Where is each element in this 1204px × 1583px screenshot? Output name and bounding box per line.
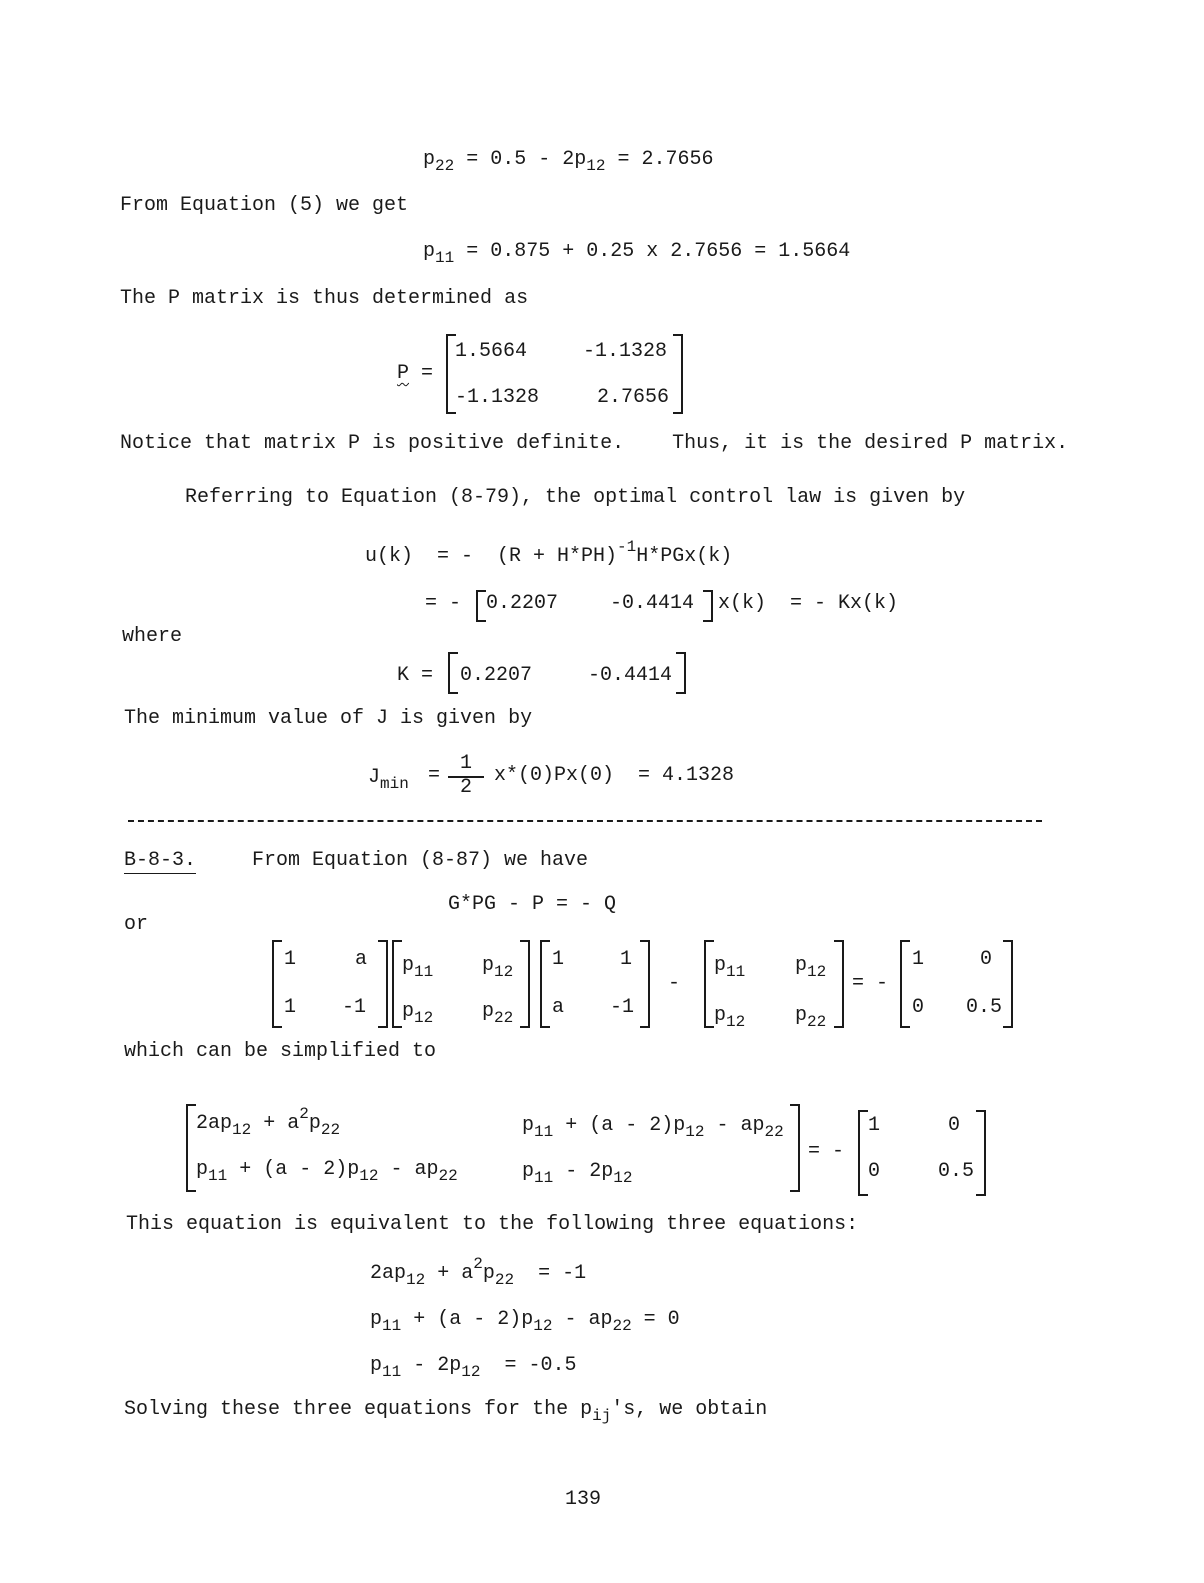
jmin-equals: = <box>428 764 441 787</box>
problem-intro: From Equation (8-87) we have <box>252 849 589 872</box>
where-label: where <box>122 625 183 648</box>
m5-cell-22: 0.5 <box>966 996 1003 1019</box>
m5-cell-11: 1 <box>912 948 925 971</box>
minus-sign: - <box>668 972 681 995</box>
jmin-lhs: $J_{min}$ <box>368 766 409 793</box>
m1-cell-11: 1 <box>284 948 297 971</box>
control-law-line-1: u(k) = - $(R + H*PH)^{-1}H*PGx(k)$ <box>365 538 733 568</box>
control-row-left-bracket <box>476 590 486 622</box>
p-matrix-lhs: P = <box>397 362 434 385</box>
k-right-bracket <box>676 652 686 694</box>
p-matrix-cell-22: 2.7656 <box>597 386 670 409</box>
page-number: 139 <box>565 1488 602 1511</box>
m6-left-bracket <box>858 1110 868 1196</box>
m6-cell-12: 0 <box>948 1114 961 1137</box>
m6-cell-22: 0.5 <box>938 1160 975 1183</box>
k-value-2: -0.4414 <box>588 664 673 687</box>
big-cell-12: $p_{11} + (a - 2)p_{12} - ap_{22}$ <box>522 1114 784 1141</box>
simplified-line: which can be simplified to <box>124 1040 437 1063</box>
p22-equation: $p_{22} = 0.5 - 2p_{12} = 2.7656$ <box>423 148 714 175</box>
m2-cell-12: $p_{12}$ <box>482 954 514 981</box>
m2-cell-21: $p_{12}$ <box>402 1000 434 1027</box>
notice-line: Notice that matrix P is positive definite. Thus, it is the desired P matrix. <box>120 432 1069 455</box>
big-matrix-left-bracket <box>186 1104 196 1192</box>
m4-cell-12: $p_{12}$ <box>795 954 827 981</box>
control-law-eq-prefix: = - <box>425 592 462 615</box>
control-row-right-bracket <box>703 590 713 622</box>
m5-cell-21: 0 <box>912 996 925 1019</box>
equals-minus: = - <box>852 972 889 995</box>
p-matrix-cell-21: -1.1328 <box>455 386 540 409</box>
k-left-bracket <box>448 652 458 694</box>
m3-cell-12: 1 <box>620 948 633 971</box>
min-j-line: The minimum value of J is given by <box>124 707 533 730</box>
control-law-tail: x(k) = - Kx(k) <box>718 592 899 615</box>
m6-cell-11: 1 <box>868 1114 881 1137</box>
m2-cell-11: $p_{11}$ <box>402 954 434 981</box>
problem-label: B-8-3. <box>124 849 197 872</box>
big-equals-minus: = - <box>808 1140 845 1163</box>
m4-cell-21: $p_{12}$ <box>714 1004 746 1031</box>
m1-cell-21: 1 <box>284 996 297 1019</box>
m4-right-bracket <box>834 940 844 1028</box>
m4-cell-11: $p_{11}$ <box>714 954 746 981</box>
equation-1: $2ap_{12} + a^2p_{22} = -1$ <box>370 1255 587 1289</box>
m3-cell-21: a <box>552 996 565 1019</box>
m3-cell-11: 1 <box>552 948 565 971</box>
big-cell-21: $p_{11} + (a - 2)p_{12} - ap_{22}$ <box>196 1158 458 1185</box>
equation-3: $p_{11} - 2p_{12} = -0.5$ <box>370 1354 577 1381</box>
jmin-numerator: 1 <box>460 752 473 775</box>
k-lhs: K = <box>397 664 434 687</box>
m3-left-bracket <box>540 940 550 1028</box>
m1-left-bracket <box>272 940 282 1028</box>
m5-right-bracket <box>1003 940 1013 1028</box>
m1-cell-22: -1 <box>342 996 367 1019</box>
p-matrix-right-bracket <box>673 334 683 414</box>
big-matrix-right-bracket <box>790 1104 800 1192</box>
m3-right-bracket <box>640 940 650 1028</box>
p-matrix-cell-12: -1.1328 <box>583 340 668 363</box>
m1-right-bracket <box>378 940 388 1028</box>
p-matrix-cell-11: 1.5664 <box>455 340 528 363</box>
m3-cell-22: -1 <box>610 996 635 1019</box>
p11-equation: $p_{11} = 0.875 + 0.25$ x 2.7656 = 1.5664 <box>423 240 851 267</box>
jmin-rhs: x*(0)Px(0) = 4.1328 <box>494 764 735 787</box>
m6-right-bracket <box>976 1110 986 1196</box>
p-matrix-intro: The P matrix is thus determined as <box>120 287 529 310</box>
solving-line: Solving these three equations for the $p_{ij}'s$, we obtain <box>124 1398 768 1425</box>
control-gain-2: -0.4414 <box>610 592 695 615</box>
m2-cell-22: $p_{22}$ <box>482 1000 514 1027</box>
jmin-denominator: 2 <box>460 776 473 799</box>
referring-line: Referring to Equation (8-79), the optimal control law is given by <box>185 486 966 509</box>
m2-right-bracket <box>520 940 530 1028</box>
big-cell-22: $p_{11} - 2p_{12}$ <box>522 1160 633 1187</box>
big-cell-11: $2ap_{12} + a^2p_{22}$ <box>196 1105 341 1139</box>
m4-cell-22: $p_{22}$ <box>795 1004 827 1031</box>
or-label: or <box>124 913 149 936</box>
m2-left-bracket <box>392 940 402 1028</box>
equation-2: $p_{11} + (a - 2)p_{12} - ap_{22} = 0$ <box>370 1308 680 1335</box>
k-value-1: 0.2207 <box>460 664 533 687</box>
m1-cell-12: a <box>355 948 368 971</box>
equivalent-line: This equation is equivalent to the following three equations: <box>126 1213 859 1236</box>
lyapunov-equation: G*PG - P = - Q <box>448 893 617 916</box>
m6-cell-21: 0 <box>868 1160 881 1183</box>
control-gain-1: 0.2207 <box>486 592 559 615</box>
section-divider <box>128 820 1042 822</box>
from-equation-5: From Equation (5) we get <box>120 194 409 217</box>
m4-left-bracket <box>704 940 714 1028</box>
m5-cell-12: 0 <box>980 948 993 971</box>
m5-left-bracket <box>900 940 910 1028</box>
